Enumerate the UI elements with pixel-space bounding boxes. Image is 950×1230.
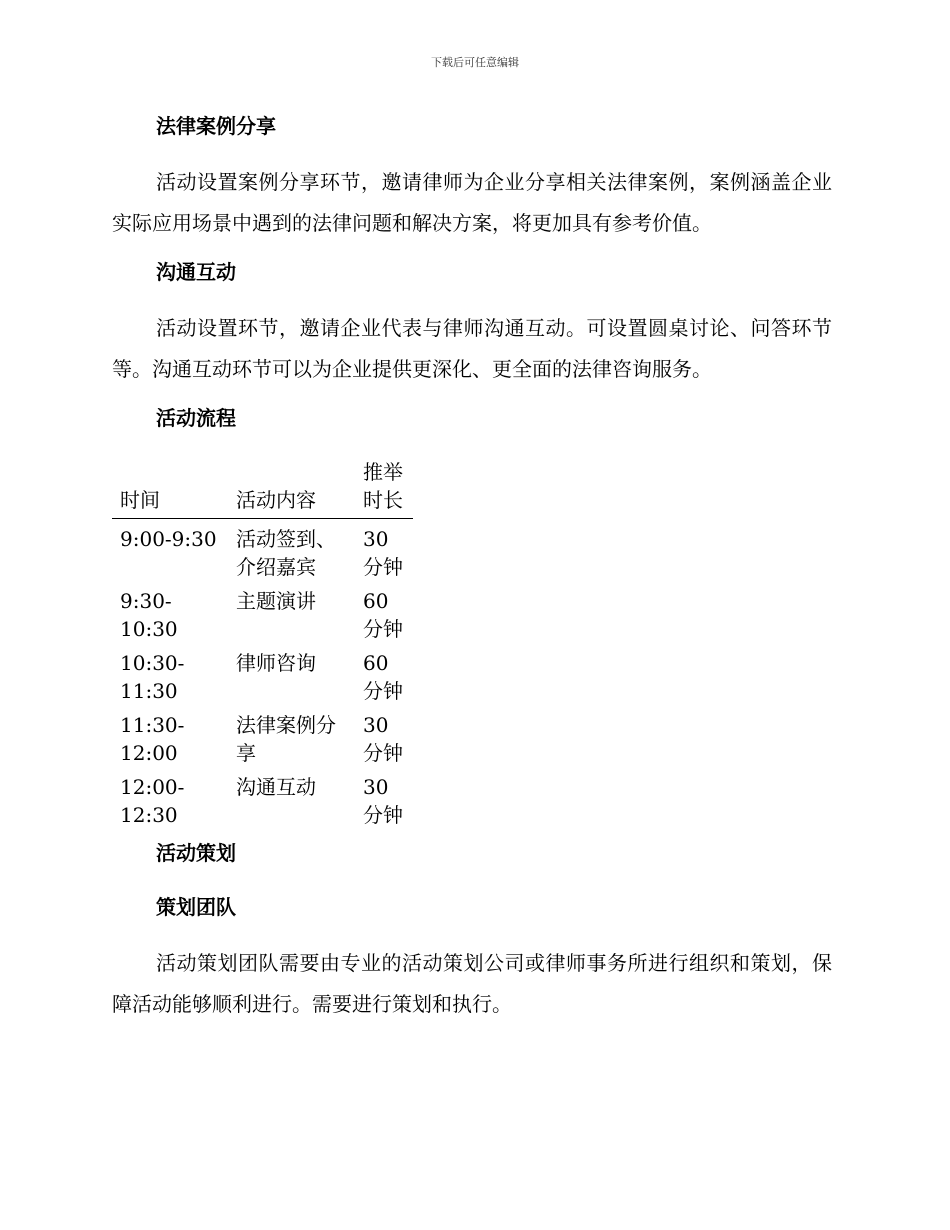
cell-duration: 60分钟 bbox=[363, 589, 403, 641]
cell-time: 9:30-10:30 bbox=[120, 589, 178, 641]
section-title-team: 策划团队 bbox=[156, 895, 236, 919]
cell-time: 11:30-12:00 bbox=[120, 713, 185, 765]
section-title-planning: 活动策划 bbox=[156, 841, 236, 865]
table-row bbox=[112, 643, 413, 705]
cell-time: 9:00-9:30 bbox=[120, 527, 217, 551]
section-title-interaction: 沟通互动 bbox=[156, 260, 236, 284]
cell-time: 12:00-12:30 bbox=[120, 775, 185, 827]
header-duration: 推举时长 bbox=[355, 458, 413, 519]
cell-duration: 60分钟 bbox=[363, 651, 403, 703]
paragraph-case-share: 活动设置案例分享环节，邀请律师为企业分享相关法律案例，案例涵盖企业实际应用场景中遇到的法律问题和解决方案，将更加具有参考价值。 bbox=[112, 170, 832, 235]
cell-duration: 30分钟 bbox=[363, 713, 403, 765]
cell-content: 法律案例分享 bbox=[236, 713, 336, 765]
table-row bbox=[112, 519, 413, 582]
document-body bbox=[112, 108, 832, 1025]
cell-content: 律师咨询 bbox=[236, 651, 316, 675]
cell-duration: 30分钟 bbox=[363, 775, 403, 827]
cell-time: 10:30-11:30 bbox=[120, 651, 185, 703]
table-header-row bbox=[112, 458, 413, 519]
cell-content: 沟通互动 bbox=[236, 775, 316, 799]
section-title-flow: 活动流程 bbox=[156, 406, 236, 430]
cell-content: 活动签到、介绍嘉宾 bbox=[236, 527, 336, 579]
schedule-table bbox=[112, 458, 413, 829]
header-content: 活动内容 bbox=[228, 458, 355, 519]
table-row bbox=[112, 767, 413, 829]
table-row bbox=[112, 705, 413, 767]
cell-duration: 30分钟 bbox=[363, 527, 403, 579]
header-time: 时间 bbox=[112, 458, 228, 519]
paragraph-interaction: 活动设置环节，邀请企业代表与律师沟通互动。可设置圆桌讨论、问答环节等。沟通互动环节可以为企业提供更深化、更全面的法律咨询服务。 bbox=[112, 316, 832, 381]
section-title-case-share: 法律案例分享 bbox=[156, 114, 276, 138]
table-row bbox=[112, 581, 413, 643]
page-header-note: 下载后可任意编辑 bbox=[431, 56, 519, 69]
cell-content: 主题演讲 bbox=[236, 589, 316, 613]
paragraph-team: 活动策划团队需要由专业的活动策划公司或律师事务所进行组织和策划，保障活动能够顺利进行。需要进行策划和执行。 bbox=[112, 951, 832, 1016]
